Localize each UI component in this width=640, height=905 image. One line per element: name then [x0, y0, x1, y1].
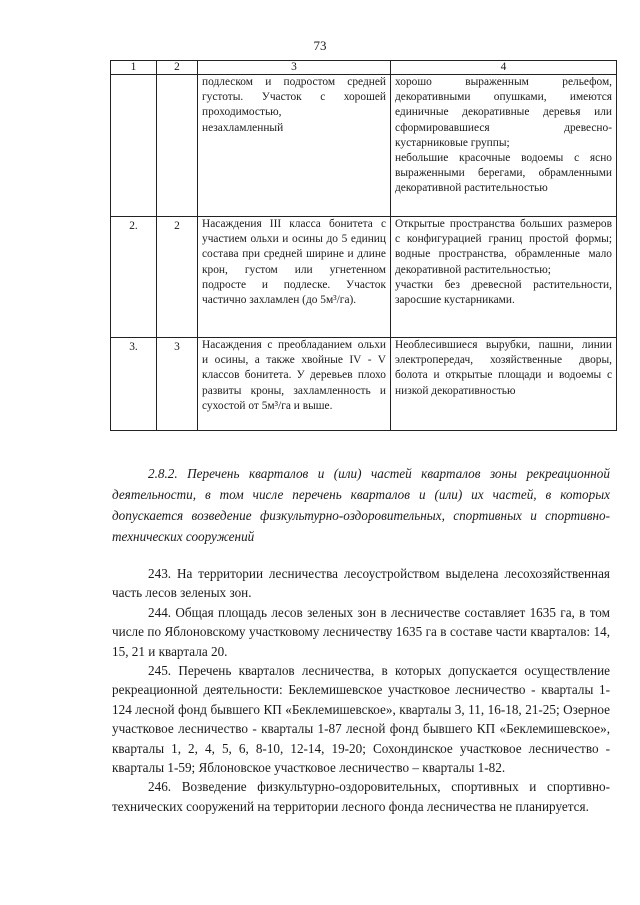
zone-number-cell: 3	[157, 338, 198, 431]
cell-text: участки без древесной растительности, заросшие кустарниками.	[395, 278, 612, 307]
paragraph: 244. Общая площадь лесов зеленых зон в лесничестве составляет 1635 га, в том числе по Яблоновскому участковому лесничеству 1635 га в составе части кварталов: 14, 15, 21 и квартала 20.	[112, 604, 610, 659]
row-number-cell: 2.	[111, 217, 157, 338]
row-number-cell	[111, 75, 157, 217]
table-row	[111, 338, 617, 431]
landscape-description-cell	[391, 338, 617, 431]
stand-description-cell	[198, 217, 391, 338]
landscape-description-cell	[391, 75, 617, 217]
stand-description-cell	[198, 75, 391, 217]
zone-number-cell	[157, 75, 198, 217]
zones-table	[110, 60, 617, 431]
cell-text: Открытые пространства больших размеров с конфигурацией границ простой формы; водные пространства, обрамленные мало декоративной растительностью;	[395, 218, 612, 276]
table-header-cell: 2	[157, 61, 198, 75]
cell-text: Необлесившиеся вырубки, пашни, линии электропередач, хозяйственные дворы, болота и открытые площади и водоемы с низкой декоративностью	[395, 339, 612, 397]
paragraph: 246. Возведение физкультурно-оздоровительных, спортивных и спортивно-технических сооружений на территории лесного фонда лесничества не планируется.	[112, 779, 610, 814]
paragraph: 243. На территории лесничества лесоустройством выделена лесохозяйственная часть лесов зеленых зон.	[112, 566, 610, 601]
table-header-cell: 1	[111, 61, 157, 75]
cell-text: незахламленный	[202, 121, 284, 134]
paragraph: 245. Перечень кварталов лесничества, в которых допускается осуществление рекреационной деятельности: Беклемишевское участковое лесничество - кварталы 1-124 лесной фонд бывшего КП «Беклемишевское», кварталы 3, 11, 16-18, 21-25; Озерное участковое лесничество - кварталы 1-87 лесной фонд бывшего КП «Беклемишевское», кварталы 1, 2, 4, 5, 6, 8-10, 12-14, 19-20; Сохондинское участковое лесничество - кварталы 1-59; Яблоновское участковое лесничество – кварталы 1-82.	[112, 663, 610, 776]
cell-text: небольшие красочные водоемы с ясно выраженными берегами, обрамленными декоративной растительностью	[395, 152, 612, 195]
page-number: 73	[313, 38, 327, 53]
table-header-cell: 4	[391, 61, 617, 75]
landscape-description-cell	[391, 217, 617, 338]
table-row	[111, 217, 617, 338]
cell-text: подлеском и подростом средней густоты. Участок с хорошей проходимостью,	[202, 76, 386, 119]
table-header-row	[111, 61, 617, 75]
cell-text: хорошо выраженным рельефом, декоративными опушками, имеются единичные декоративные деревья или сформировавшиеся древесно-кустарниковые группы;	[395, 76, 612, 149]
stand-description-cell	[198, 338, 391, 431]
cell-text: Насаждения с преобладанием ольхи и осины, а также хвойные IV - V классов бонитета. У деревьев плохо развиты кроны, захламленность и сухостой от 5м³/га и выше.	[202, 339, 386, 412]
table-header-cell: 3	[198, 61, 391, 75]
section-heading: 2.8.2. Перечень кварталов и (или) частей кварталов зоны рекреационной деятельности, в том числе перечень кварталов и (или) их частей, в которых допускается возведение физкультурно-оздоровительных, спортивных и спортивно-технических сооружений	[112, 466, 610, 544]
zone-number-cell: 2	[157, 217, 198, 338]
table-row	[111, 75, 617, 217]
cell-text: Насаждения III класса бонитета с участием ольхи и осины до 5 единиц состава при средней ширине и длине крон, густом или угнетенном подросте и подлеске. Участок частично захламлен (до 5м³/га).	[202, 218, 386, 307]
body-text	[112, 564, 610, 816]
row-number-cell: 3.	[111, 338, 157, 431]
